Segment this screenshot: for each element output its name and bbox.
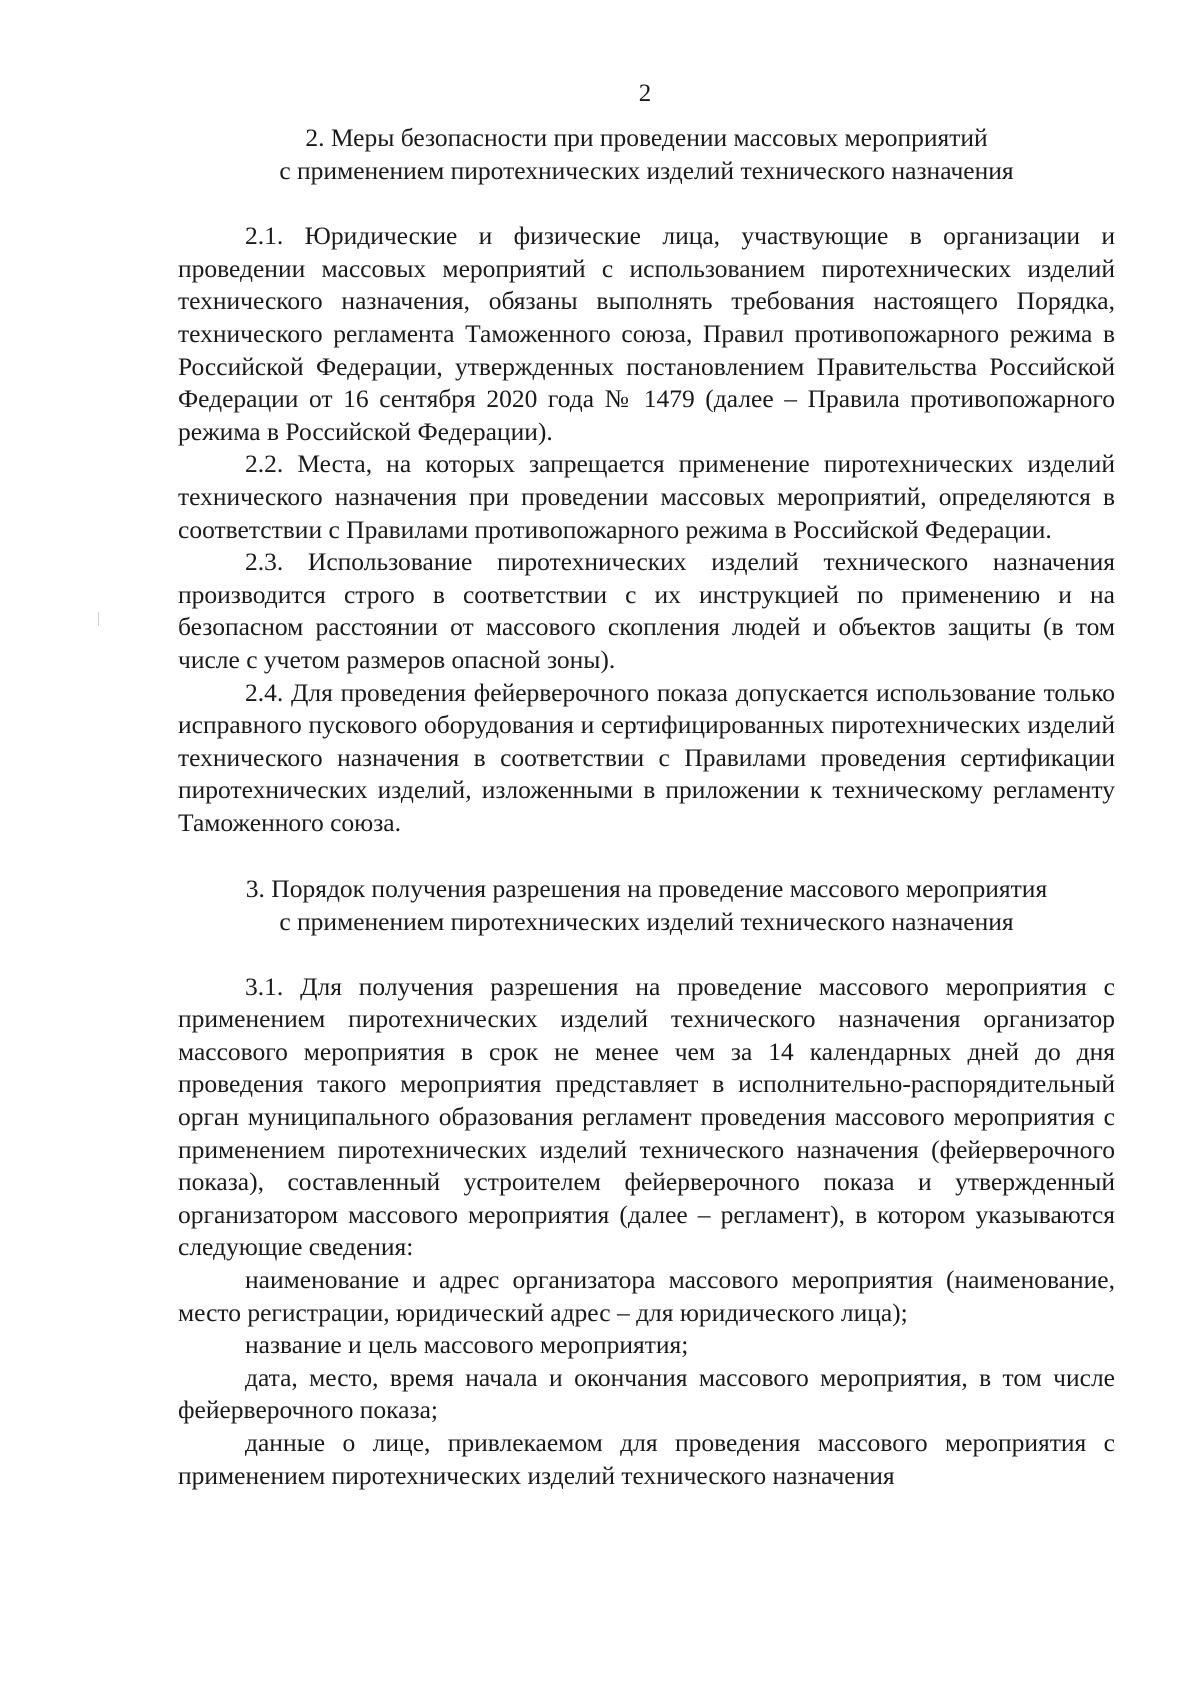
section-3-heading: [178, 873, 1115, 938]
section-3-heading-line-1: 3. Порядок получения разрешения на проведение массового мероприятия: [245, 874, 1048, 904]
document-body: [178, 122, 1115, 1492]
list-item-event-name: название и цель массового мероприятия;: [245, 1330, 689, 1360]
section-2-heading-line-1: 2. Меры безопасности при проведении массовых мероприятий: [305, 123, 988, 152]
scan-artifact: [98, 612, 99, 626]
list-item-organizer: наименование и адрес организатора массового мероприятия (наименование, место регистрации, юридический адрес – для юридического лица);: [178, 1265, 1115, 1327]
paragraph-3-1: 3.1. Для получения разрешения на проведение массового мероприятия с применением пиротехнических изделий технического назначения организатор массового мероприятия в срок не менее чем за 14 календарных дней до дня проведения такого мероприятия представляет в исполнительно-распорядительный орган муниципального образования регламент проведения массового мероприятия с применением пиротехнических изделий технического назначения (фейерверочного показа), составленный устроителем фейерверочного показа и утвержденный организатором массового мероприятия (далее – регламент), в котором указываются следующие сведения:: [178, 971, 1115, 1262]
list-item-person-data: данные о лице, привлекаемом для проведения массового мероприятия с применением пиротехнических изделий технического назначения: [178, 1427, 1115, 1490]
section-2-heading: [178, 122, 1115, 187]
paragraph-2-4: 2.4. Для проведения фейерверочного показа допускается использование только исправного пускового оборудования и сертифицированных пиротехнических изделий технического назначения в соответствии с Правилами проведения сертификации пиротехнических изделий, изложенными в приложении к техническому регламенту Таможенного союза.: [178, 677, 1115, 837]
paragraph-2-1: 2.1. Юридические и физические лица, участвующие в организации и проведении массовых мероприятий с использованием пиротехнических изделий технического назначения, обязаны выполнять требования настоящего Порядка, технического регламента Таможенного союза, Правил противопожарного режима в Российской Федерации, утвержденных постановлением Правительства Российской Федерации от 16 сентября 2020 года № 1479 (далее – Правила противопожарного режима в Российской Федерации).: [178, 221, 1115, 446]
list-item-date-place: дата, место, время начала и окончания массового мероприятия, в том числе фейерверочного показа;: [178, 1362, 1115, 1425]
section-3-heading-line-2: с применением пиротехнических изделий технического назначения: [279, 907, 1014, 937]
paragraph-2-2: 2.2. Места, на которых запрещается применение пиротехнических изделий технического назначения при проведении массовых мероприятий, определяются в соответствии с Правилами противопожарного режима в Российской Федерации.: [178, 449, 1115, 544]
page-number: 2: [638, 80, 652, 107]
section-2-heading-line-2: с применением пиротехнических изделий технического назначения: [279, 155, 1014, 185]
paragraph-2-3: 2.3. Использование пиротехнических изделий технического назначения производится строго в соответствии с их инструкцией по применению и на безопасном расстоянии от массового скопления людей и объектов защиты (в том числе с учетом размеров опасной зоны).: [178, 547, 1115, 674]
